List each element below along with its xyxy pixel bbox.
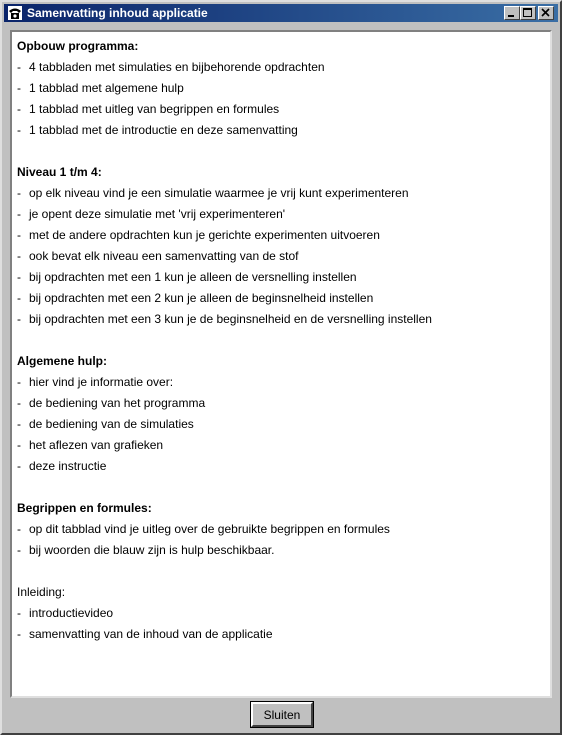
list-item: - 4 tabbladen met simulaties en bijbehorende opdrachten (17, 60, 325, 74)
list-item: - introductievideo (17, 606, 114, 620)
minimize-button[interactable] (504, 6, 520, 20)
list-item: - met de andere opdrachten kun je gerichte experimenten uitvoeren (17, 228, 380, 242)
list-item: - bij woorden die blauw zijn is hulp beschikbaar. (17, 543, 275, 557)
list-item: - op dit tabblad vind je uitleg over de gebruikte begrippen en formules (17, 522, 390, 536)
summary-text (17, 36, 545, 645)
list-item: - 1 tabblad met de introductie en deze samenvatting (17, 123, 298, 137)
section-heading: Algemene hulp: (17, 354, 108, 368)
section-heading: Niveau 1 t/m 4: (17, 165, 102, 179)
list-item: - 1 tabblad met algemene hulp (17, 81, 184, 95)
telephone-icon[interactable] (7, 5, 23, 21)
list-item: - bij opdrachten met een 3 kun je de beginsnelheid en de versnelling instellen (17, 312, 432, 326)
close-button[interactable]: Sluiten (251, 702, 313, 727)
list-item: - de bediening van het programma (17, 396, 206, 410)
list-item: - ook bevat elk niveau een samenvatting van de stof (17, 249, 299, 263)
close-window-button[interactable] (538, 6, 554, 20)
list-item: - bij opdrachten met een 1 kun je alleen de versnelling instellen (17, 270, 357, 284)
title-bar[interactable] (4, 4, 558, 22)
window-title: Samenvatting inhoud applicatie (27, 6, 208, 20)
summary-content-panel[interactable] (10, 30, 552, 698)
maximize-button[interactable] (520, 6, 536, 20)
list-item: - hier vind je informatie over: (17, 375, 174, 389)
section-heading: Begrippen en formules: (17, 501, 152, 515)
list-item: - het aflezen van grafieken (17, 438, 164, 452)
maximize-icon (523, 8, 533, 18)
list-item: - de bediening van de simulaties (17, 417, 194, 431)
list-item: - deze instructie (17, 459, 107, 473)
list-item: - je opent deze simulatie met 'vrij experimenteren' (17, 207, 286, 221)
minimize-icon (507, 8, 517, 18)
list-item: - samenvatting van de inhoud van de applicatie (17, 627, 273, 641)
section-heading-plain: Inleiding: (17, 585, 66, 599)
list-item: - bij opdrachten met een 2 kun je alleen de beginsnelheid instellen (17, 291, 374, 305)
list-item: - op elk niveau vind je een simulatie waarmee je vrij kunt experimenteren (17, 186, 409, 200)
section-heading: Opbouw programma: (17, 39, 139, 53)
list-item: - 1 tabblad met uitleg van begrippen en formules (17, 102, 280, 116)
close-icon (541, 8, 551, 18)
